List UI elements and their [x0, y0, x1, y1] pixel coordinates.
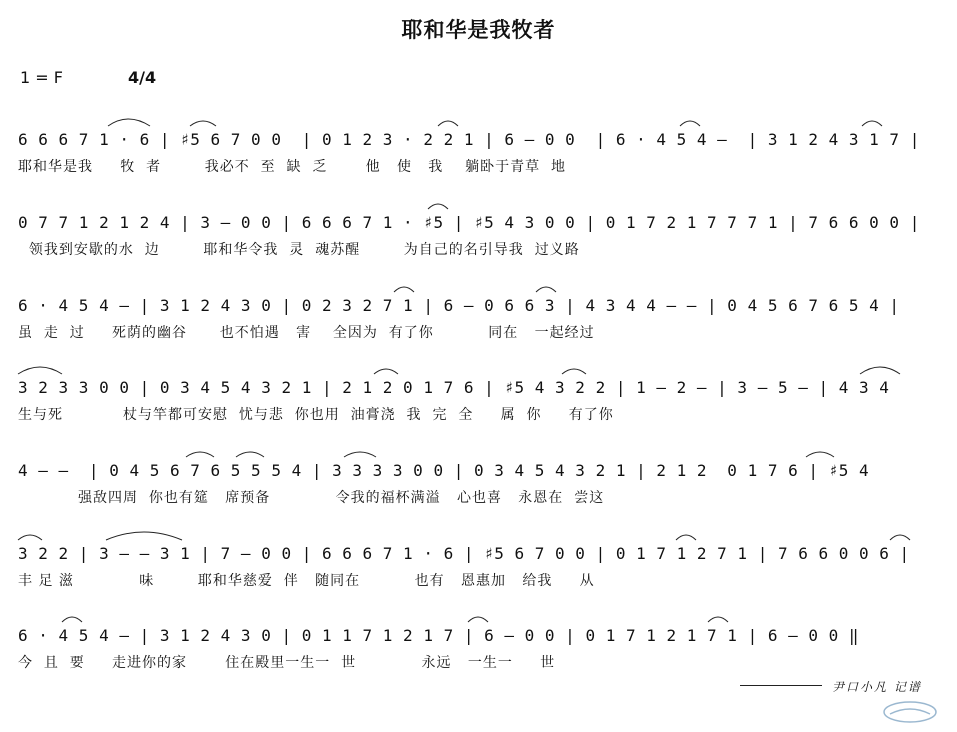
numbered-notes: 6 6 6 7 1 · 6 | ♯5 6 7 0 0 | 0 1 2 3 · 2 2 1 | 6 – 0 0 | 6 · 4 5 4 – | 3 1 2 4 3 1 7 |: [18, 130, 920, 149]
score-row-6: [0, 544, 957, 608]
time-signature: 4/4: [128, 68, 157, 87]
score-row-5: [0, 461, 957, 525]
slur-marks: [0, 522, 957, 546]
slur-marks: [0, 356, 957, 380]
lyrics-line: 丰 足 滋 味 耶和华慈爱 伴 随同在 也有 恩惠加 给我 从: [18, 573, 595, 589]
slur-marks: [0, 439, 957, 463]
slur-marks: [0, 108, 957, 132]
watermark-logo-icon: [880, 700, 940, 724]
slur-marks: [0, 274, 957, 298]
key-signature: 1 = F: [20, 68, 63, 87]
numbered-notes: 3 2 2 | 3 – – 3 1 | 7 – 0 0 | 6 6 6 7 1 · 6 | ♯5 6 7 0 0 | 0 1 7 1 2 7 1 | 7 6 6 0 0 6 |: [18, 544, 910, 563]
transcriber-credit: 尹口小凡 记谱: [832, 680, 922, 694]
lyrics-line: 领我到安歇的水 边 耶和华令我 灵 魂苏醒 为自己的名引导我 过义路: [18, 242, 580, 258]
slur-marks: [0, 191, 957, 215]
numbered-notes: 6 · 4 5 4 – | 3 1 2 4 3 0 | 0 2 3 2 7 1 | 6 – 0 6 6 3 | 4 3 4 4 – – | 0 4 5 6 7 6 5 4 |: [18, 296, 900, 315]
score-row-7: [0, 626, 957, 690]
lyrics-line: 今 且 要 走进你的家 住在殿里一生一 世 永远 一生一 世: [18, 655, 556, 671]
signature-rule: [740, 685, 822, 686]
score-row-3: [0, 296, 957, 360]
lyrics-line: 虽 走 过 死荫的幽谷 也不怕遇 害 全因为 有了你 同在 一起经过: [18, 325, 595, 341]
slur-marks: [0, 604, 957, 628]
score-row-2: [0, 213, 957, 277]
song-title: 耶和华是我牧者: [401, 17, 556, 42]
lyrics-line: 强敌四周 你也有筵 席预备 令我的福杯满溢 心也喜 永恩在 尝这: [18, 490, 605, 506]
numbered-notes: 0 7 7 1 2 1 2 4 | 3 – 0 0 | 6 6 6 7 1 · ♯5 | ♯5 4 3 0 0 | 0 1 7 2 1 7 7 7 1 | 7 6 6 0 0 |: [18, 213, 920, 232]
numbered-notes: 6 · 4 5 4 – | 3 1 2 4 3 0 | 0 1 1 7 1 2 1 7 | 6 – 0 0 | 0 1 7 1 2 1 7 1 | 6 – 0 0 ‖: [18, 626, 860, 645]
lyrics-line: 耶和华是我 牧 者 我必不 至 缺 乏 他 使 我 躺卧于青草 地: [18, 159, 567, 175]
score-row-1: [0, 130, 957, 194]
numbered-notes: 4 – – | 0 4 5 6 7 6 5 5 5 4 | 3 3 3 3 0 0 | 0 3 4 5 4 3 2 1 | 2 1 2 0 1 7 6 | ♯5 4: [18, 461, 870, 480]
score-row-4: [0, 378, 957, 442]
lyrics-line: 生与死 杖与竿都可安慰 忧与悲 你也用 油膏浇 我 完 全 属 你 有了你: [18, 407, 614, 423]
numbered-notes: 3 2 3 3 0 0 | 0 3 4 5 4 3 2 1 | 2 1 2 0 1 7 6 | ♯5 4 3 2 2 | 1 – 2 – | 3 – 5 – | 4 3 4: [18, 378, 890, 397]
